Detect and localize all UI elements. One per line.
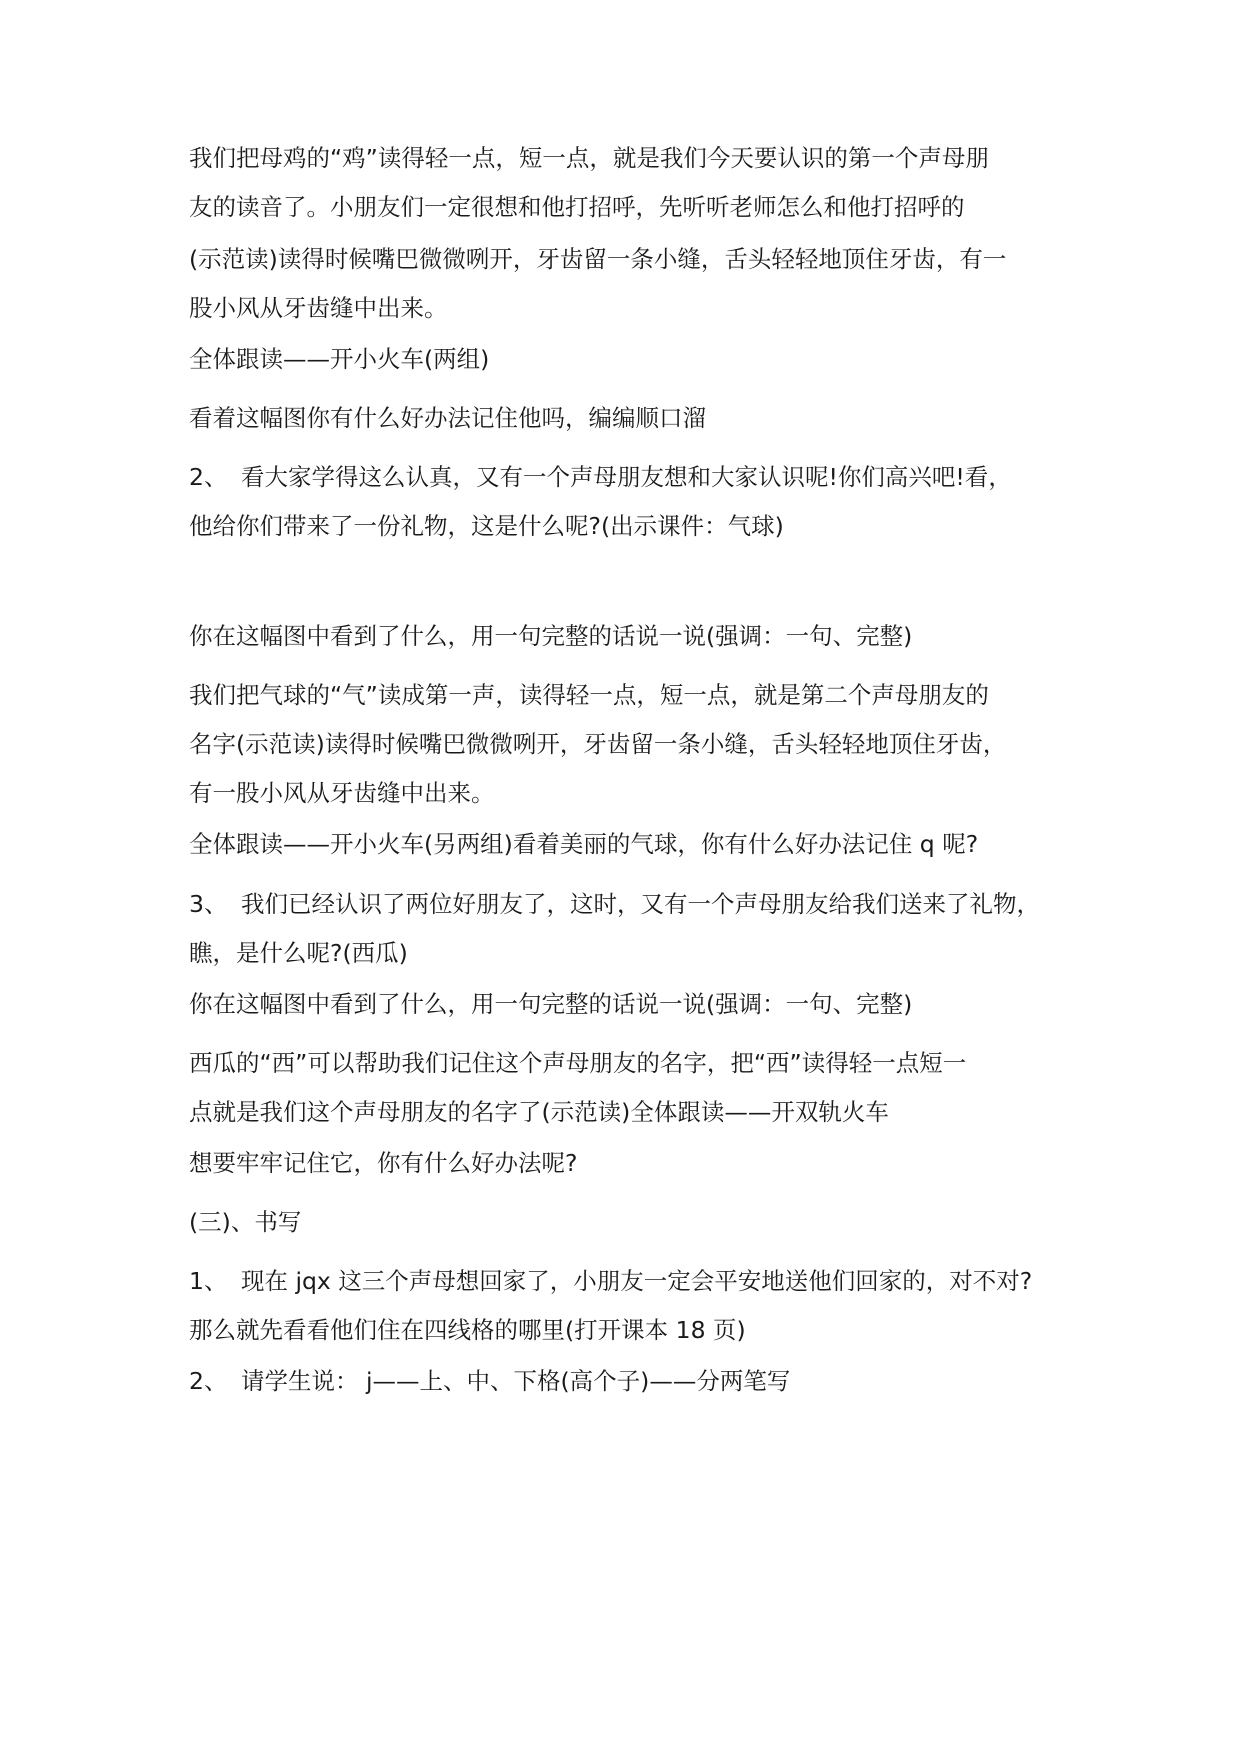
paragraph-line: 想要牢牢记住它，你有什么好办法呢? <box>189 1149 578 1177</box>
list-number: 2、 <box>189 1367 228 1395</box>
list-number: 1、 <box>189 1267 228 1295</box>
paragraph-14 <box>189 1257 1069 1355</box>
paragraph-6 <box>189 612 1069 661</box>
paragraph-line <box>189 453 1069 502</box>
paragraph-7 <box>189 671 1069 818</box>
paragraph-line: (示范读)读得时候嘴巴微微咧开，牙齿留一条小缝，舌头轻轻地顶住牙齿，有一 <box>189 245 1007 273</box>
paragraph-line: 西瓜的“西”可以帮助我们记住这个声母朋友的名字，把“西”读得轻一点短一 <box>189 1049 967 1077</box>
paragraph-15 <box>189 1357 1069 1406</box>
paragraph-2 <box>189 235 1069 333</box>
paragraph-text: 现在 jqx 这三个声母想回家了，小朋友一定会平安地送他们回家的，对不对? <box>241 1267 1033 1295</box>
paragraph-line: 你在这幅图中看到了什么，用一句完整的话说一说(强调：一句、完整) <box>189 622 913 650</box>
paragraph-line: 看着这幅图你有什么好办法记住他吗，编编顺口溜 <box>189 404 706 432</box>
paragraph-8 <box>189 820 1069 869</box>
paragraph-10 <box>189 980 1069 1029</box>
paragraph-line: 你在这幅图中看到了什么，用一句完整的话说一说(强调：一句、完整) <box>189 990 913 1018</box>
paragraph-line: 瞧，是什么呢?(西瓜) <box>189 939 408 967</box>
paragraph-line: 那么就先看看他们住在四线格的哪里(打开课本 18 页) <box>189 1316 746 1344</box>
paragraph-text: 我们已经认识了两位好朋友了，这时，又有一个声母朋友给我们送来了礼物， <box>241 890 1040 918</box>
paragraph-line <box>189 880 1069 929</box>
paragraph-text: 请学生说： j——上、中、下格(高个子)——分两笔写 <box>241 1367 791 1395</box>
paragraph-9 <box>189 880 1069 978</box>
paragraph-line: 名字(示范读)读得时候嘴巴微微咧开，牙齿留一条小缝，舌头轻轻地顶住牙齿， <box>189 730 1007 758</box>
paragraph-line: 我们把母鸡的“鸡”读得轻一点，短一点，就是我们今天要认识的第一个声母朋 <box>189 144 989 172</box>
paragraph-line: 全体跟读——开小火车(另两组)看着美丽的气球，你有什么好办法记住 q 呢? <box>189 830 979 858</box>
paragraph-3 <box>189 335 1069 384</box>
paragraph-line: 点就是我们这个声母朋友的名字了(示范读)全体跟读——开双轨火车 <box>189 1098 889 1126</box>
list-number: 3、 <box>189 890 228 918</box>
paragraph-line: 他给你们带来了一份礼物，这是什么呢?(出示课件：气球) <box>189 512 784 540</box>
paragraph-line: 我们把气球的“气”读成第一声，读得轻一点，短一点，就是第二个声母朋友的 <box>189 681 989 709</box>
paragraph-line: 友的读音了。小朋友们一定很想和他打招呼，先听听老师怎么和他打招呼的 <box>189 193 965 221</box>
paragraph-line: 全体跟读——开小火车(两组) <box>189 345 490 373</box>
paragraph-12 <box>189 1139 1069 1188</box>
paragraph-line: (三)、书写 <box>189 1208 302 1236</box>
list-number: 2、 <box>189 463 228 491</box>
paragraph-11 <box>189 1039 1069 1137</box>
paragraph-1 <box>189 134 1069 232</box>
paragraph-4 <box>189 394 1069 443</box>
paragraph-line: 股小风从牙齿缝中出来。 <box>189 294 448 322</box>
paragraph-line <box>189 1257 1069 1306</box>
paragraph-line <box>189 1357 1069 1406</box>
paragraph-13 <box>189 1198 1069 1247</box>
paragraph-text: 看大家学得这么认真，又有一个声母朋友想和大家认识呢!你们高兴吧!看， <box>241 463 1012 491</box>
paragraph-line: 有一股小风从牙齿缝中出来。 <box>189 779 495 807</box>
paragraph-5 <box>189 453 1069 551</box>
